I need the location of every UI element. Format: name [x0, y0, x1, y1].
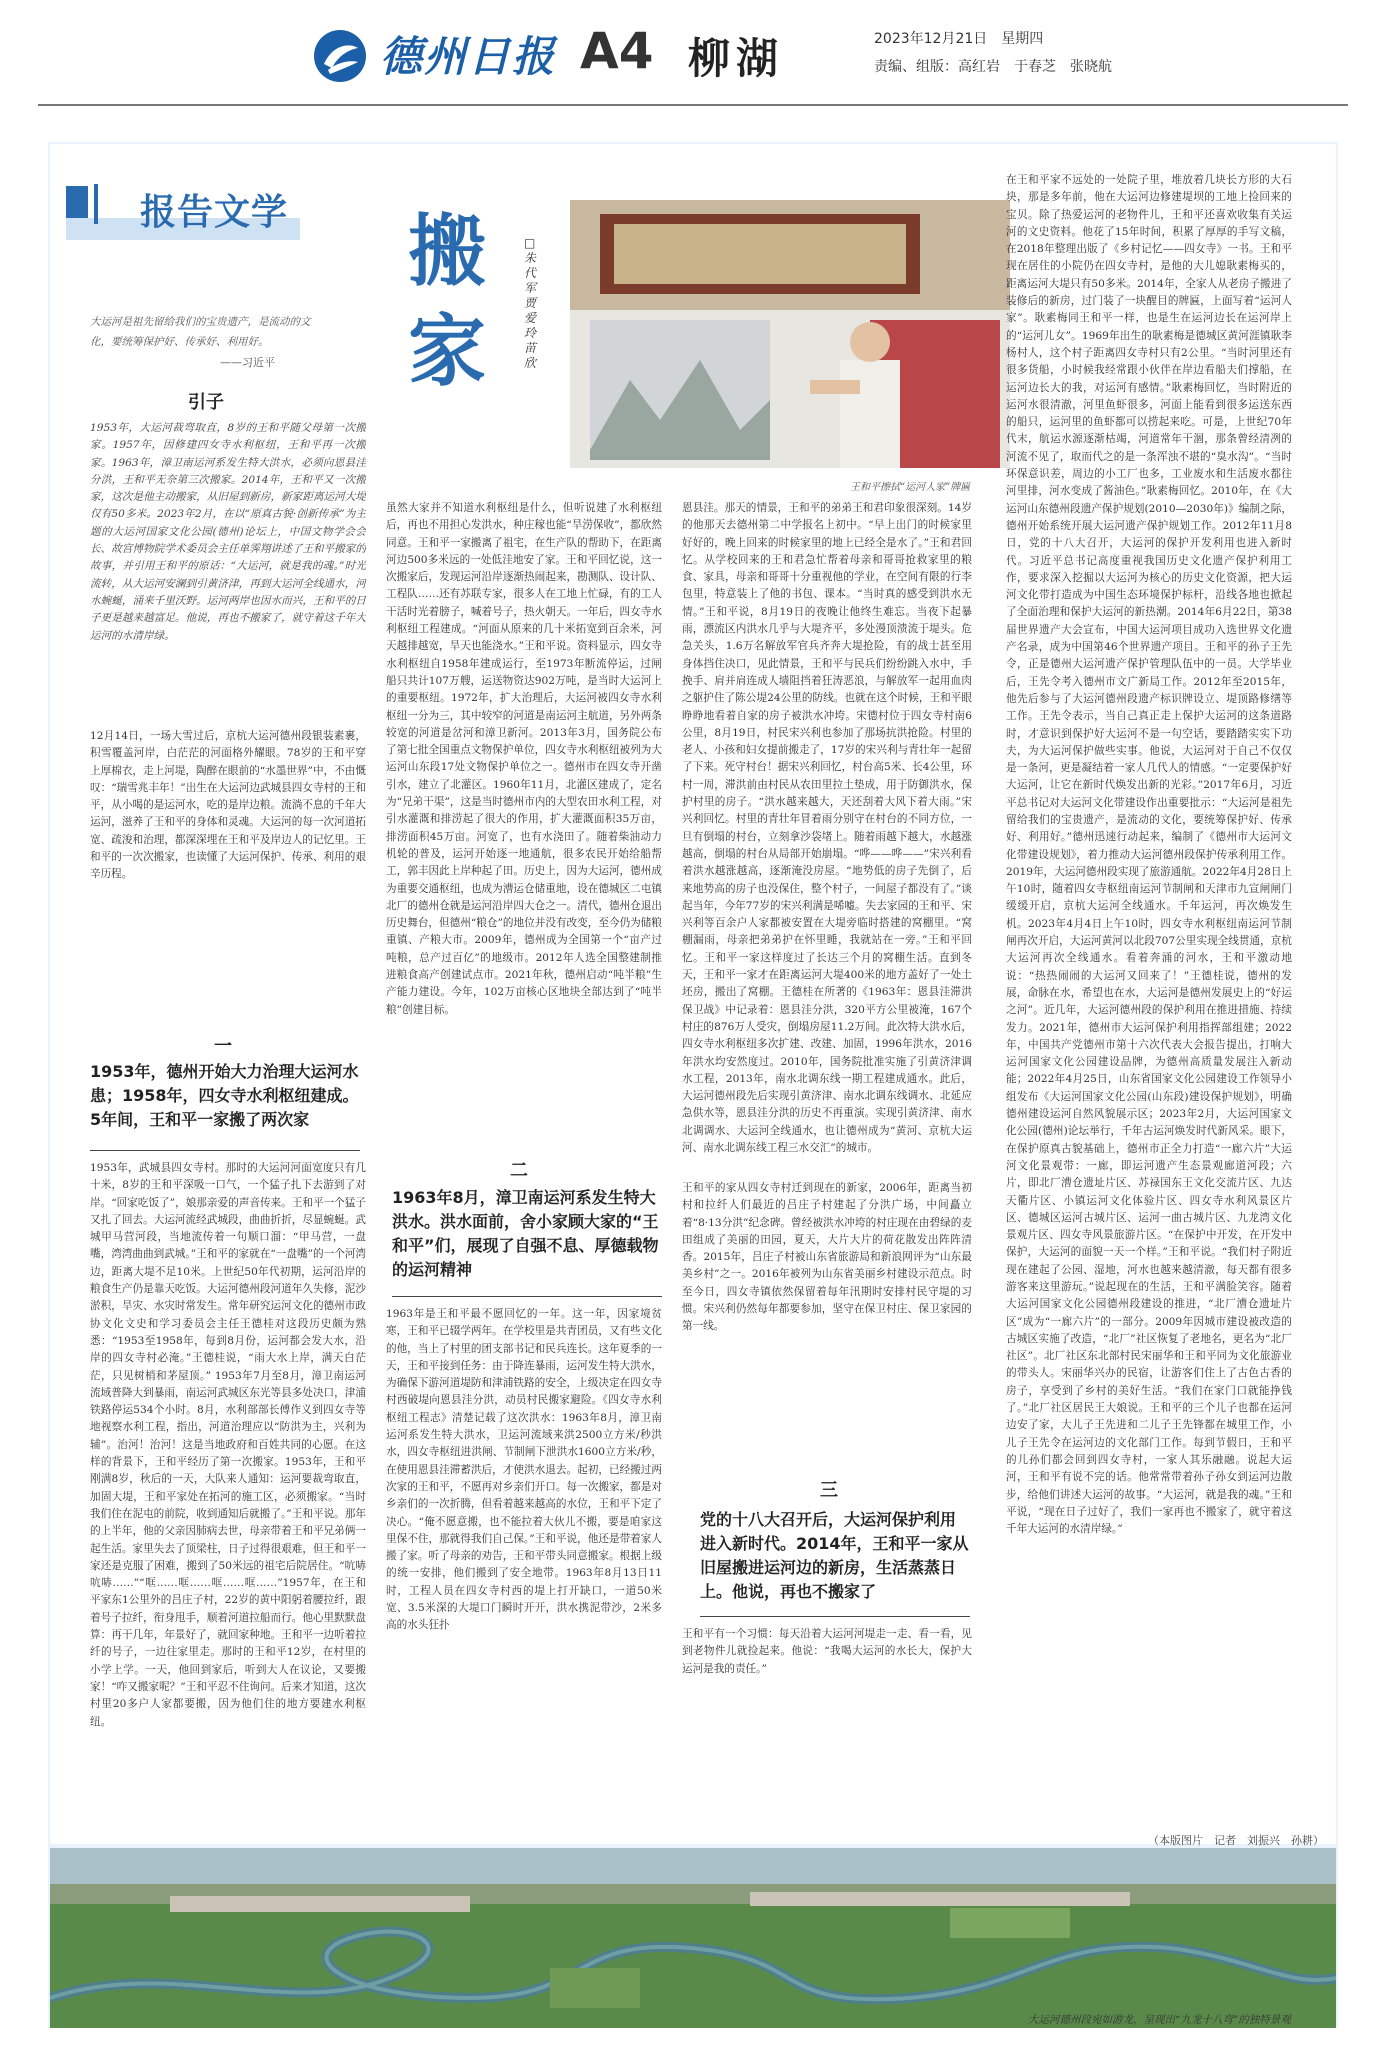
sign-cleaning-photo — [570, 200, 1010, 468]
col3-body: 恩县洼。那天的情景，王和平的弟弟王和君印象很深刻。14岁的他那天去德州第二中学报名上初中。“早上出门的时候家里好好的，晚上回来的时候家里的地上已经全是水了。”王和君回忆。从学校回来的王和君急忙帮着母亲和哥哥抢救家里的粮食、家具，母亲和哥哥十分重视他的学业，在空间有限的行李包里，特意装上了他的书包、课本。“当时真的感受到洪水无情。”王和平说，8月19日的夜晚让他终生难忘。当夜下起暴雨，漂流区内洪水几乎与大堤齐平，多处漫顶溃流于堤头。危急关头，1.6万名解放军官兵齐奔大堤抢险，有的战士甚至用身体挡住决口，见此情景，王和平与民兵们纷纷跳入水中，手挽手、肩并肩连成人墙阻挡着狂涛恶浪，与解放军一起用血肉之躯护住了陈公堤24公里的防线。也就在这个时候，王和平眼睁睁地看着自家的房子被洪水冲垮。宋德村位于四女寺村南6公里，8月19日，村民宋兴利也参加了那场抗洪抢险。村里的老人、小孩和妇女提前搬走了，17岁的宋兴利与青壮年一起留了下来。死守村台！据宋兴利回忆，村台高5米、长4公里，环村一周，滞洪前由村民从农田里拉土垫成，用于防御洪水，保护村里的房子。“洪水越来越大，天还刮着大风下着大雨。”宋兴利回忆。村里的青壮年冒着雨分别守在村台的不同方位，一旦有倒塌的村台，立刻拿沙袋堵上。随着雨越下越大，水越涨越高，倒塌的村台从局部开始崩塌。“哗——哗——”宋兴利看着洪水越涨越高，逐渐淹没房屋。“地势低的房子先倒了，后来地势高的房子也没保住，整个村子，一间屋子都没有了。”谈起当年，今年77岁的宋兴利满是唏嘘。失去家园的王和平、宋兴利等百余户人家都被安置在大堤旁临时搭建的窝棚里。“窝棚漏雨，母亲把弟弟护在怀里睡，我就站在一旁。”王和平回忆。王和平一家这样度过了长达三个月的窝棚生活。直到冬天，王和平一家才在距离运河大堤400米的地方盖好了一处土坯房，搬出了窝棚。王德桂在所著的《1963年：恩县洼滞洪保卫战》中记录着：恩县洼分洪，320平方公里被淹，167个村庄的876万人受灾，倒塌房屋11.2万间。此次特大洪水后，四女寺水利枢纽多次扩建、改建、加固，1996年洪水，2016年洪水均安然度过。2010年，国务院批准实施了引黄济津调水工程，2013年，南水北调东线一期工程建成通水。此后，大运河德州段先后实现引黄济津、南水北调东线调水、北延应急供水等，恩县洼分洪的历史不再重演。实现引黄济津、南水北调调水、大运河全线通水，也让德州成为“黄河、京杭大运河、南水北调东线工程三水交汇”的城市。 — [682, 502, 972, 1154]
photo-credit: （本版图片 记者 刘振兴 孙耕） — [1148, 1834, 1324, 1847]
section3-rule — [700, 1616, 970, 1617]
intro-text: 1953年，大运河裁弯取直，8岁的王和平随父母第一次搬家。1957年，因修建四女寺水利枢纽，王和平再一次搬家。1963年，漳卫南运河系发生特大洪水，必须向恩县洼分洪，王和平无奈第三次搬家。2014年，王和平又一次搬家，这次是他主动搬家，从旧屋到新房，新家距离运河大堤仅有50多米。2023年2月，在以“原真古貌·创新传承”为主题的大运河国家文化公园(德州)论坛上，中国文物学会会长、故宫博物院学术委员会主任单霁翔讲述了王和平搬家的故事，并引用王和平的原话：“大运河，就是我的魂。”时光流转，从大运河安澜到引黄济津，再到大运河全线通水，河水蜿蜒，涌来千里沃野。运河两岸也因水而兴，王和平的日子更是越来越富足。他说，再也不搬家了，就守着这千年大运河的水清岸绿。 — [90, 422, 366, 642]
masthead-rule — [38, 104, 1348, 106]
page-number: A4 — [580, 22, 654, 80]
paper-name: 德州日报 — [380, 32, 557, 81]
section-name: 柳湖 — [688, 34, 785, 83]
aerial-caption: 大运河德州段宛如游龙，呈现出“九龙十八弯”的独特景观 — [1028, 2014, 1291, 2026]
article-byline: □朱代军 贾爱玲 苗欣 — [524, 236, 549, 370]
col2-body: 虽然大家并不知道水利枢纽是什么，但听说建了水利枢纽后，再也不用担心发洪水，种庄稼也能“旱涝保收”，都欣然同意。王和平一家搬离了祖宅，在生产队的帮助下，在距离河边500多米远的一处低洼地安了家。王和平回忆说，这一次搬家后，发现运河沿岸逐渐热闹起来，勘测队、设计队、工程队……还有苏联专家，很多人在工地上忙碌，有的工人干活时光着膀子，喊着号子，热火朝天。一年后，四女寺水利枢纽工程建成。“河面从原来的几十米拓宽到百余米，河天越排越宽，旱天也能浇水。”王和平说。资料显示，四女寺水利枢纽自1958年建成运行，至1973年断流停运，过闸船只共计107万艘，运送物资达902万吨，是当时大运河上的重要枢纽。1972年，扩大治理后，大运河被四女寺水利枢纽一分为三，其中较窄的河道是南运河主航道，另外两条较宽的河道是岔河和漳卫新河。2013年3月，国务院公布了第七批全国重点文物保护单位，四女寺水利枢纽被列为大运河山东段17处文物保护单位之一。德州市在四女寺开凿引水，建立了北灌区。1960年11月，北灌区建成了，定名为“兄弟干渠”，这是当时德州市内的大型农田水利工程，对引水灌溉和排涝起了很大的作用，扩大灌溉面积35万亩，排涝面积45万亩。河宽了，也有水浇田了。随着柴油动力机轮的普及，运河开始逐一地通航，很多农民开始给船帮工，郭丰因此上岸种起了田。历史上，因为大运河，德州成为重要交通枢纽，也成为漕运仓储重地，设在德城区二屯镇北厂的德州仓就是运河沿岸四大仓之一。清代，德州仓退出历史舞台，但德州“粮仓”的地位并没有改变，至今仍为储粮重镇、产粮大市。2009年，德州成为全国第一个“亩产过吨粮，总产过百亿”的地级市。2012年人选全国整建制推进粮食高产创建试点市。2021年秋，德州启动“吨半粮”生产能力建设。今年，102万亩核心区地块全部达到了“吨半粮”创建目标。 — [386, 502, 662, 1016]
newspaper-logo-icon — [312, 28, 368, 84]
section2-number: 二 — [510, 1160, 528, 1181]
section1-heading: 1953年，德州开始大力治理大运河水患；1958年，四女寺水利枢纽建成。5年间，王和平一家搬了两次家 — [90, 1062, 359, 1129]
col2-body-2: 1963年是王和平最不愿回忆的一年。这一年，因家境贫寒，王和平已辍学两年。在学校里是共青团员，又有些文化的他，当上了村里的团支部书记和民兵连长。这年夏季的一天，王和平接到任务：由于降连暴雨，运河发生特大洪水，为确保下游河道堤防和津浦铁路的安全，上级决定在四女寺村西破堤向恩县洼分洪，动员村民搬家避险。《四女寺水利枢纽工程志》清楚记载了这次洪水：1963年8月，漳卫南运河系发生特大洪水，卫运河流域来洪2500立方米/秒洪水，四女寺枢纽进洪闸、节制闸下泄洪水1600立方米/秒，在使用恩县洼滞蓄洪后，才使洪水退去。起初，已经搬过两次家的王和平，不愿再对乡亲们开口。每一次搬家，都是对乡亲们的一次折腾，但看着越来越高的水位，王和平下定了决心。“俺不愿意搬，也不能拉着大伙儿不搬，要是咱家这里保不住，那就得我们自己保。”王和平说，他还是带着家人搬了家。听了母亲的劝告，王和平带头同意搬家。根据上级的统一安排，他们搬到了安全地带。1963年8月13日11时，工程人员在四女寺村西的堤上打开缺口，一道50米宽、3.5米深的大堤口门瞬时开开，洪水携泥带沙，2米多高的水头狂扑 — [386, 1308, 662, 1632]
column-tag: 报告文学 — [140, 192, 289, 233]
section1-rule — [90, 1150, 360, 1151]
section3-number: 三 — [820, 1480, 838, 1501]
section2-rule — [392, 1296, 662, 1297]
section1-number: 一 — [214, 1036, 232, 1057]
col1-body: 12月14日，一场大雪过后，京杭大运河德州段银装素裹，积雪覆盖河岸，白茫茫的河面格外耀眼。78岁的王和平穿上厚棉衣，走上河堤，陶醉在眼前的“水墨世界”中，不由慨叹：“瑞雪兆丰年！”出生在大运河边武城县四女寺村的王和平，从小喝的是运河水，吃的是岸边粮。流淌不息的千年大运河，滋养了王和平的身体和灵魂。大运河的每一次河道拓宽、疏浚和治理，都深深埋在王和平及岸边人的记忆里。王和平的一次次搬家，也读懂了大运河保护、传承、利用的艰辛历程。 — [90, 730, 366, 881]
issue-date: 2023年12月21日 星期四 — [874, 31, 1044, 47]
section2-heading: 1963年8月，漳卫南运河系发生特大洪水。洪水面前，舍小家顾大家的“王和平”们，展现了自强不息、厚德载物的运河精神 — [392, 1188, 659, 1279]
intro-heading: 引子 — [188, 392, 224, 413]
article-title: 搬家 — [408, 207, 487, 397]
col4-body: 在王和平家不远处的一处院子里，堆放着几块长方形的大石块，那是多年前，他在大运河边修建堤坝的工地上捡回来的宝贝。除了热爱运河的老物件儿，王和平还喜欢收集有关运河的文史资料。他花了15年时间，积累了厚厚的手写文稿，在2018年整理出版了《乡村记忆——四女寺》一书。王和平现在居住的小院仍在四女寺村，是他的大儿媳耿素梅买的，距离运河大堤只有50多米。2014年，全家人从老房子搬进了装修后的新房，过门装了一块醒目的牌匾，上面写着“运河人家”。耿素梅同王和平一样，也是生在运河边长在运河岸上的“运河儿女”。1969年出生的耿素梅是德城区黄河涯镇耿李杨村人，这个村子距离四女寺村只有2公里。“当时河里还有很多货船，小时候我经常跟小伙伴在岸边看船夫们撑船，在运河边长大的我，对运河有感情。”耿素梅回忆，当时附近的运河水很清澈，河里鱼虾很多，河面上能看到很多运送东西的船只，运河里的鱼虾都可以捞起来吃。可是，上世纪70年代末，航运水源逐渐枯竭，河道常年干涸，那条曾经清冽的河流不见了，取而代之的是一条浑浊不堪的“臭水沟”。“当时环保意识差，周边的小工厂也多，工业废水和生活废水都往河里排，河水变成了酱油色。”耿素梅回忆。2010年，在《大运河山东德州段遗产保护规划(2010—2030年)》编制之际，德州开始系统开展大运河遗产保护规划工作。2012年11月8日，党的十八大召开，大运河的保护开发利用也进入新时代。习近平总书记高度重视我国历史文化遗产保护利用工作，要求深入挖掘以大运河为核心的历史文化资源，把大运河文化带打造成为中国生态环境保护标杆，沿线各地也掀起了全面治理和保护大运河的新热潮。2014年6月22日，第38届世界遗产大会宣布，中国大运河项目成功入选世界文化遗产名录，成为中国第46个世界遗产项目。王和平的孙子王先令，正是德州大运河遗产保护管理队伍中的一员。大学毕业后，王先令考入德州市文广新局工作。2012年至2015年，他先后参与了大运河德州段遗产标识牌设立、堤顶路修缮等工作。王先令表示，当自己真正走上保护大运河的这条道路时，才意识到保护好大运河不是一句空话，要踏踏实实下功夫，为大运河保护做些实事。他说，大运河对于自己不仅仅是一条河，更是凝结着一家人几代人的情感。“一定要保护好大运河，让它在新时代焕发出新的光彩。”2017年6月，习近平总书记对大运河文化带建设作出重要批示：“大运河是祖先留给我们的宝贵遗产，是流动的文化，要统筹保护好、传承好、利用好。”德州迅速行动起来，编制了《德州市大运河文化带建设规划》，着力推动大运河德州段保护传承利用工作。2019年，大运河德州段实现了旅游通航。2022年4月28日上午10时，随着四女寺枢纽南运河节制闸和天津市九宣闸闸门缓缓开启，京杭大运河全线通水。千年运河，再次焕发生机。2023年4月4日上午10时，四女寺水利枢纽南运河节制闸再次开启，大运河黄河以北段707公里实现全线贯通，京杭大运河再次全线通水。看着奔涌的河水，王和平激动地说：“热热闹闹的大运河又回来了！”王德桂说，德州的发展，命脉在水，希望也在水，大运河是德州发展史上的“好运之河”。近几年，大运河德州段的保护利用在推进措施、持续发力。2021年，德州市大运河保护利用指挥部组建；2022年，中国共产党德州市第十六次代表大会报告提出，打响大运河国家文化公园建设品牌，为德州高质量发展注入新动能；2022年4月25日，山东省国家文化公园建设工作领导小组发布《大运河国家文化公园(山东段)建设保护规划》，明确德州建设运河自然风貌展示区；2023年2月，大运河国家文化公园(德州)论坛举行，千年古运河焕发时代新风采。眼下，在保护原真古貌基础上，德州市正全力打造“一廊六片”大运河文化景观带：一廊，即运河遗产生态景观廊道河段；六片，即北厂漕仓遗址片区、苏禄国东王文化交流片区、九达天衢片区、小镇运河文化体验片区、四女寺水利风景区片区、德城区运河古城片区、运河一曲古城片区、九龙湾文化景观片区、四女寺风景旅游片区。“在保护中开发，在开发中保护，大运河的面貌一天一个样。”王和平说。“我们村子附近现在建起了公园、湿地，河水也越来越清澈，每天都有很多游客来这里游玩。”说起现在的生活，王和平满脸笑容。随着大运河国家文化公园德州段建设的推进，“北厂漕仓遗址片区”成为“一廊六片”的一部分。2009年因城市建设被改造的古城区实施了改造，“北厂”社区恢复了老地名，更名为“北厂社区”。北厂社区东北部村民宋丽华和王和平同为文化旅游业的带头人。宋丽华兴办的民宿，让游客们住上了古色古香的房子，享受到了乡村的美好生活。“我们在家门口就能挣钱了。”北厂社区居民王大娘说。王和平的三个儿子也都在运河边安了家，大儿子王先进和二儿子王先锋都在城里工作，小儿子王先令在运河边的文化部门工作。每到节假日，王和平的儿孙们都会回到四女寺村，一家人其乐融融。说起大运河，王和平有说不完的话。他常常带着孙子孙女到运河边散步，给他们讲述大运河的故事。“大运河，就是我的魂。”王和平说，“现在日子过好了，我们一家再也不搬家了，就守着这千年大运河的水清岸绿。” — [1006, 174, 1292, 1536]
aerial-canal-photo — [50, 1848, 1336, 2028]
epigraph-quote: 大运河是祖先留给我们的宝贵遗产，是流动的文化，要统筹保护好、传承好、利用好。 — [90, 316, 311, 348]
epigraph-source: ——习近平 — [220, 356, 275, 369]
photo-caption: 王和平擦拭“运河人家”牌匾 — [850, 482, 971, 493]
col3-body-3: 王和平有一个习惯：每天沿着大运河河堤走一走、看一看，见到老物件儿就捡起来。他说：“我喝大运河的水长大，保护大运河是我的责任。” — [682, 1628, 972, 1675]
masthead — [0, 0, 1384, 100]
col3-body-2: 王和平的家从四女寺村迁到现在的新家，2006年，距离当初村和拉纤人们最近的吕庄子村建起了分洪广场，中间矗立着“8·13分洪”纪念碑。曾经被洪水冲垮的村庄现在由碧绿的麦田组成了美丽的田园，夏天，大片大片的荷花散发出阵阵清香。2015年，吕庄子村被山东省旅游局和新浪网评为“山东最美乡村”之一。2016年被列为山东省美丽乡村建设示范点。时至今日，四女寺镇依然保留着每年汛期时安排村民守堤的习惯。宋兴利仍然每年都要参加，坚守在保卫村庄、保卫家园的第一线。 — [682, 1182, 972, 1333]
section3-heading: 党的十八大召开后，大运河保护利用进入新时代。2014年，王和平一家从旧屋搬进运河边的新房，生活蒸蒸日上。他说，再也不搬家了 — [700, 1510, 969, 1601]
editor-credits: 责编、组版：高红岩 于春芝 张晓航 — [874, 59, 1112, 75]
col1-body-2: 1953年，武城县四女寺村。那时的大运河河面宽度只有几十米，8岁的王和平深吸一口气，一个猛子扎下去游到了对岸。“回家吃饭了”，娘那亲爱的声音传来。王和平一个猛子又扎了回去。大运河流经武城段，曲曲折折，尽显蜿蜒。武城甲马营河段，当地流传着一句顺口溜：“甲马营，一盘嘴，湾湾曲曲到武城。”王和平的家就在“一盘嘴”的一个河湾边，距离大堤不足10米。上世纪50年代初期，运河沿岸的粮食生产仍是靠天吃饭。大运河德州段河道年久失修，泥沙淤积，旱灾、水灾时常发生。常年研究运河文化的德州市政协文化文史和学习委员会主任王德桂对这段历史颇为熟悉：“1953至1958年，每到8月份，运河都会发大水，沿岸的四女寺村必淹。”王德桂说，“雨大水上岸，满天白茫茫，只见树梢和茅屋顶。” 1953年7月至8月，漳卫南运河流域普降大到暴雨，南运河武城区东光等县多处决口，津浦铁路停运534个小时。8月，水利部部长傅作义到四女寺等地视察水利工程，指出，河道治理应以“防洪为主，兴利为辅”。治河！治河！这是当地政府和百姓共同的心愿。在这样的背景下，王和平经历了第一次搬家。1953年，王和平刚满8岁，秋后的一天，大队来人通知：运河要裁弯取直，加固大堤，王和平家处在拓河的施工区，必须搬家。“当时我们住在泥屯的前院，收到通知后就搬了。”王和平说。那年的上半年，他的父亲因肺病去世，母亲带着王和平兄弟俩一起生活。家里失去了顶梁柱，日子过得很艰难，但王和平一家还是克服了困难，搬到了50米远的祖宅后院居住。“吭哧吭哧……”“哐……哐……哐……哐……”1957年，在王和平家东1公里外的吕庄子村，22岁的黄中阳躬着腰拉纤，跟着号子拉纤，衔身甩手，顺着河道拉船而行。他心里默默盘算：再干几年，年景好了，就回家种地。王和平一边听着拉纤的号子，一边往家里走。那时的王和平12岁，在村里的小学上学。一天，他回到家后，听到大人在议论，又要搬家！“咋又搬家呢？”王和平忍不住询问。后来才知道，这次村里20多户人家都要搬，因为他们住的地方要建水利枢纽。 — [90, 1162, 366, 1728]
